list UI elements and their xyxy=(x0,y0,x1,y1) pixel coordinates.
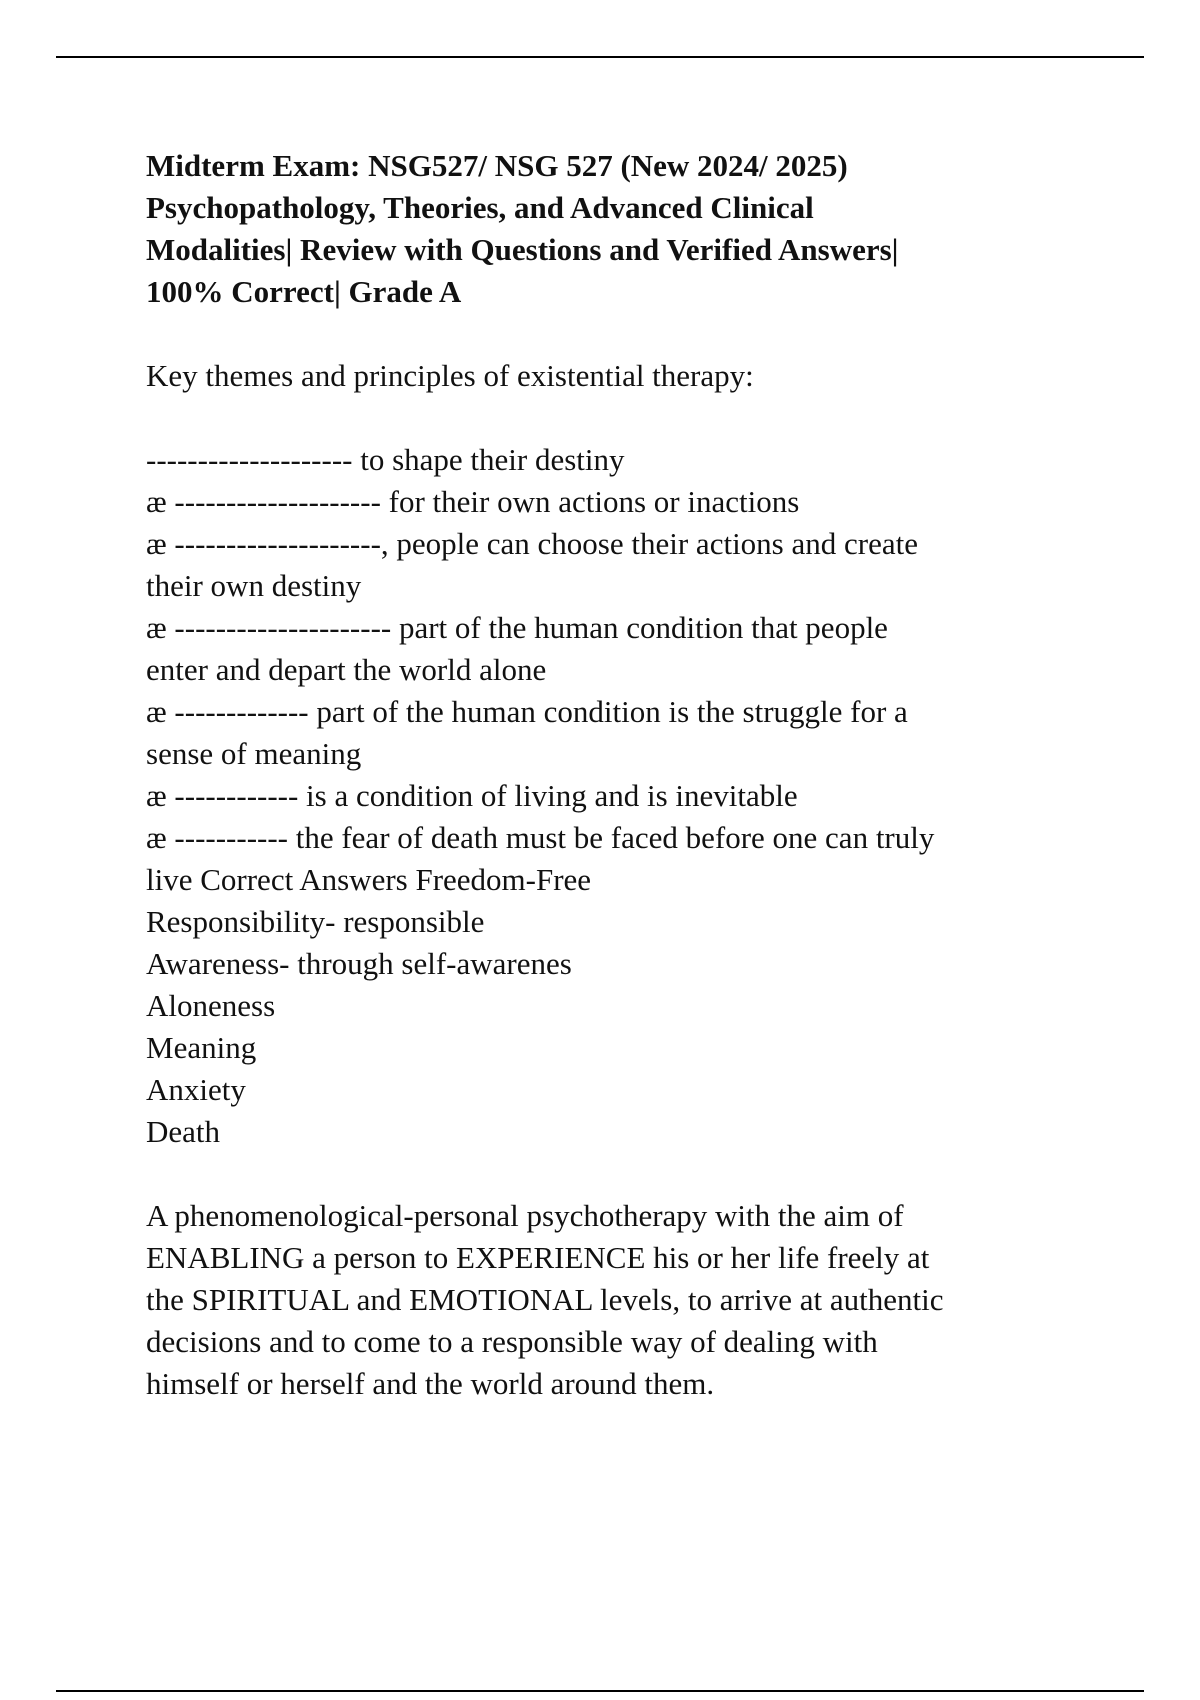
question-line: enter and depart the world alone xyxy=(146,652,547,687)
question-line: -------------------- to shape their destiny xyxy=(146,442,625,477)
question-line: æ ------------ is a condition of living and is inevitable xyxy=(146,778,798,813)
question-line: decisions and to come to a responsible way of dealing with xyxy=(146,1324,878,1359)
question-line: sense of meaning xyxy=(146,736,362,771)
title-line: Psychopathology, Theories, and Advanced Clinical xyxy=(146,190,814,225)
answer-line: live Correct Answers Freedom-Free xyxy=(146,862,592,897)
question-line: æ ------------- part of the human condition is the struggle for a xyxy=(146,694,908,729)
question-2 xyxy=(146,1195,1106,1405)
title-line: Midterm Exam: NSG527/ NSG 527 (New 2024/ 2025) xyxy=(146,148,848,183)
top-divider xyxy=(56,56,1144,58)
answer-line: Aloneness xyxy=(146,988,276,1023)
question-line: æ -------------------- for their own actions or inactions xyxy=(146,484,800,519)
question-line: æ ----------- the fear of death must be faced before one can truly xyxy=(146,820,935,855)
answer-line: Responsibility- responsible xyxy=(146,904,485,939)
question-line: himself or herself and the world around them. xyxy=(146,1366,715,1401)
answer-line: Death xyxy=(146,1114,221,1149)
question-line: their own destiny xyxy=(146,568,362,603)
question-line: ENABLING a person to EXPERIENCE his or her life freely at xyxy=(146,1240,930,1275)
bottom-divider xyxy=(56,1690,1144,1692)
spacer xyxy=(146,313,1106,355)
question-1-lines xyxy=(146,439,1106,1153)
answer-line: Meaning xyxy=(146,1030,257,1065)
title-line: 100% Correct| Grade A xyxy=(146,274,462,309)
question-line: æ --------------------- part of the human condition that people xyxy=(146,610,888,645)
spacer xyxy=(146,397,1106,439)
document-body xyxy=(146,145,1106,1405)
spacer xyxy=(146,1153,1106,1195)
question-prompt: Key themes and principles of existential therapy: xyxy=(146,358,754,393)
question-1 xyxy=(146,355,1106,1153)
answer-line: Anxiety xyxy=(146,1072,246,1107)
question-line: æ --------------------, people can choose their actions and create xyxy=(146,526,918,561)
title-line: Modalities| Review with Questions and Verified Answers| xyxy=(146,232,899,267)
document-title xyxy=(146,145,1106,313)
answer-line: Awareness- through self-awarenes xyxy=(146,946,572,981)
question-line: the SPIRITUAL and EMOTIONAL levels, to arrive at authentic xyxy=(146,1282,944,1317)
question-line: A phenomenological-personal psychotherapy with the aim of xyxy=(146,1198,904,1233)
